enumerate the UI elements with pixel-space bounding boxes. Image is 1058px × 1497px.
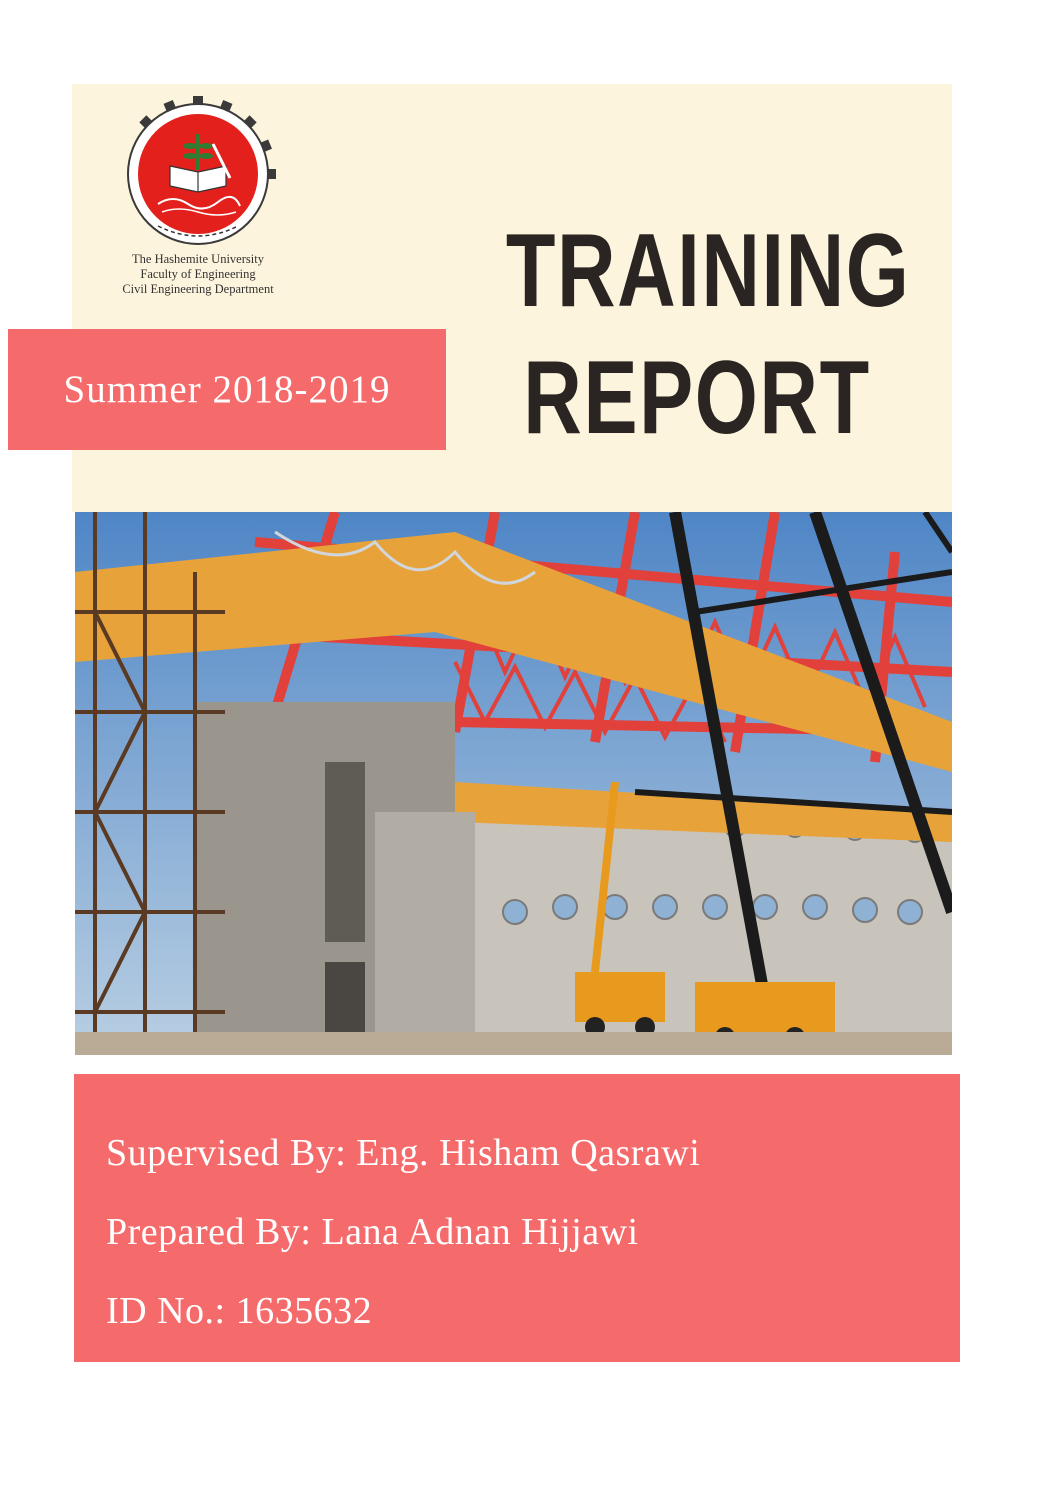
student-id-line: ID No.: 1635632 bbox=[106, 1290, 373, 1332]
season-label: Summer 2018-2019 bbox=[63, 368, 391, 411]
construction-site-photo bbox=[75, 512, 952, 1055]
supervisor-line: Supervised By: Eng. Hisham Qasrawi bbox=[106, 1132, 701, 1174]
university-seal-icon bbox=[118, 94, 278, 254]
university-name: The Hashemite University bbox=[132, 252, 264, 266]
title-line-report: REPORT bbox=[523, 340, 871, 456]
author-info-panel bbox=[74, 1074, 960, 1362]
prepared-by-line: Prepared By: Lana Adnan Hijjawi bbox=[106, 1211, 639, 1253]
university-name-block bbox=[78, 252, 318, 297]
title-line-training: TRAINING bbox=[505, 213, 911, 329]
season-banner bbox=[8, 329, 446, 450]
faculty-name: Faculty of Engineering bbox=[140, 267, 256, 281]
department-name: Civil Engineering Department bbox=[122, 282, 274, 296]
report-title bbox=[452, 215, 942, 469]
